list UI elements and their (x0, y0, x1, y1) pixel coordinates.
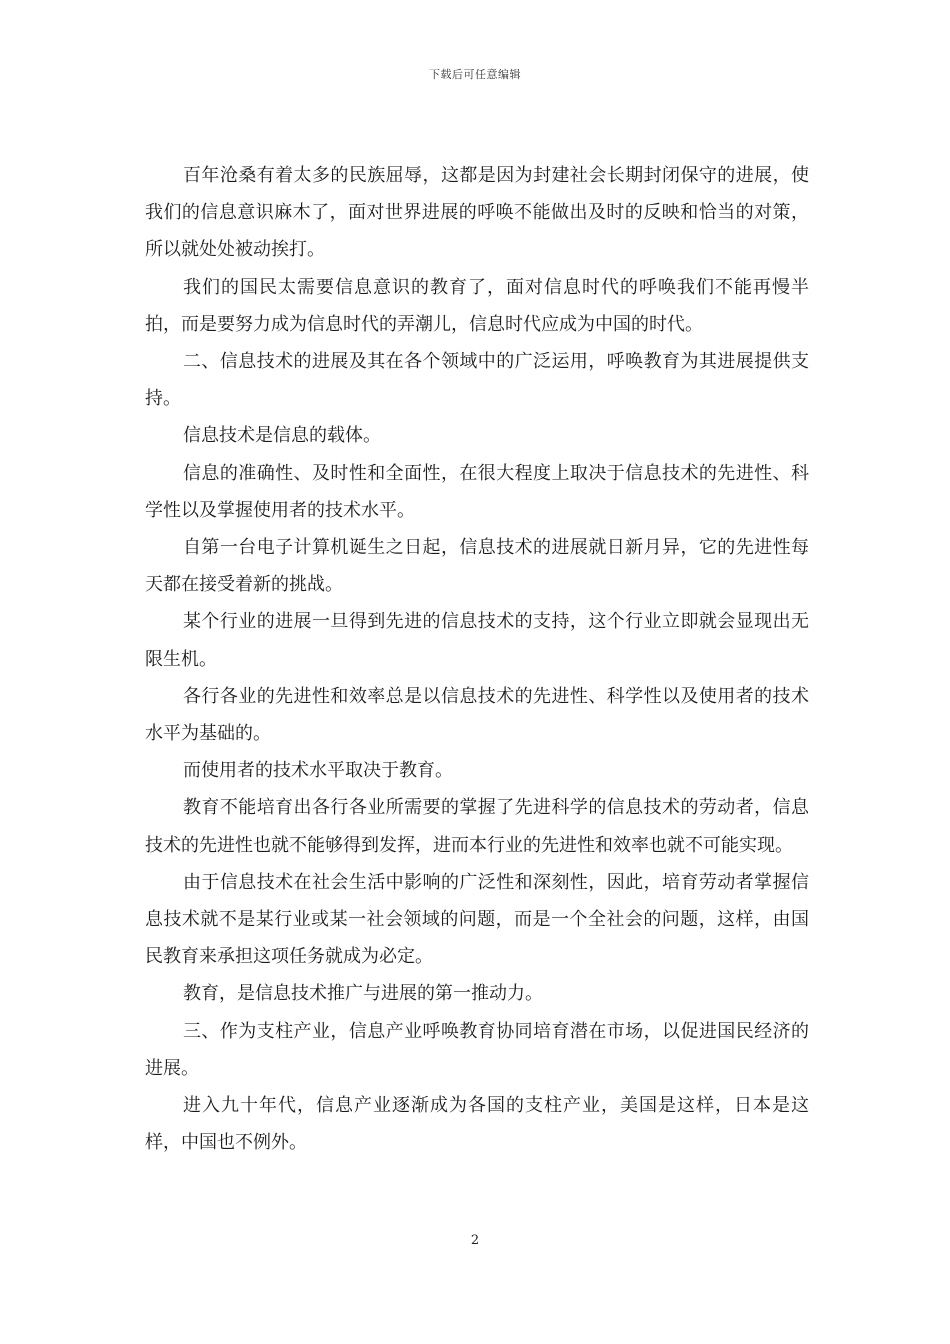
paragraph: 三、作为支柱产业，信息产业呼唤教育协同培育潜在市场，以促进国民经济的进展。 (145, 1020, 809, 1079)
paragraph: 而使用者的技术水平取决于教育。 (183, 760, 453, 782)
paragraph: 百年沧桑有着太多的民族屈辱，这都是因为封建社会长期封闭保守的进展，使我们的信息意识麻木了，面对世界进展的呼唤不能做出及时的反映和恰当的对策，所以就处处被动挨打。 (145, 165, 809, 261)
paragraph: 教育不能培育出各行各业所需要的掌握了先进科学的信息技术的劳动者，信息技术的先进性也就不能够得到发挥，进而本行业的先进性和效率也就不可能实现。 (145, 797, 809, 856)
paragraph: 二、信息技术的进展及其在各个领域中的广泛运用，呼唤教育为其进展提供支持。 (145, 351, 809, 410)
paragraph: 信息的准确性、及时性和全面性，在很大程度上取决于信息技术的先进性、科学性以及掌握使用者的技术水平。 (145, 462, 809, 521)
paragraph: 教育，是信息技术推广与进展的第一推动力。 (183, 983, 543, 1005)
paragraph: 某个行业的进展一旦得到先进的信息技术的支持，这个行业立即就会显现出无限生机。 (145, 611, 809, 670)
paragraph: 自第一台电子计算机诞生之日起，信息技术的进展就日新月异，它的先进性每天都在接受着新的挑战。 (145, 537, 809, 596)
page-header: 下载后可任意编辑 (429, 68, 521, 81)
paragraph: 各行各业的先进性和效率总是以信息技术的先进性、科学性以及使用者的技术水平为基础的。 (145, 685, 809, 745)
document-body (145, 157, 809, 1161)
paragraph: 信息技术是信息的载体。 (183, 425, 381, 447)
paragraph: 由于信息技术在社会生活中影响的广泛性和深刻性，因此，培育劳动者掌握信息技术就不是某行业或某一社会领域的问题，而是一个全社会的问题，这样，由国民教育来承担这项任务就成为必定。 (145, 871, 809, 968)
paragraph: 我们的国民太需要信息意识的教育了，面对信息时代的呼唤我们不能再慢半拍，而是要努力成为信息时代的弄潮儿，信息时代应成为中国的时代。 (145, 276, 809, 335)
page-number: 2 (470, 1233, 480, 1248)
paragraph: 进入九十年代，信息产业逐渐成为各国的支柱产业，美国是这样，日本是这样，中国也不例外。 (145, 1095, 809, 1154)
